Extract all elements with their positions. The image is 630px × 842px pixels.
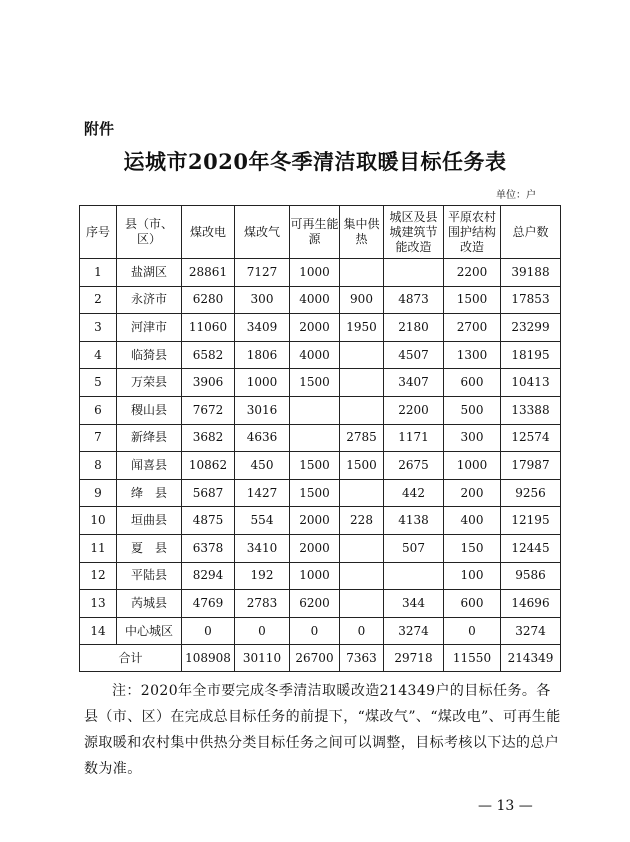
table-cell: 1500 (290, 369, 340, 397)
table-cell: 9256 (501, 479, 561, 507)
table-cell: 7 (80, 424, 117, 452)
table-row (80, 286, 561, 314)
table-cell (340, 562, 384, 590)
table-cell: 1000 (290, 562, 340, 590)
table-header-row (80, 206, 561, 259)
table-cell: 150 (444, 534, 501, 562)
total-cell: 29718 (384, 645, 444, 672)
table-cell: 1171 (384, 424, 444, 452)
table-cell: 900 (340, 286, 384, 314)
table-cell: 4507 (384, 341, 444, 369)
table-cell: 10413 (501, 369, 561, 397)
table-row (80, 562, 561, 590)
table-cell: 0 (340, 617, 384, 645)
table-cell: 临猗县 (117, 341, 182, 369)
table-cell: 300 (235, 286, 290, 314)
table-cell: 23299 (501, 314, 561, 342)
table-cell: 10862 (182, 452, 235, 480)
table-cell: 芮城县 (117, 590, 182, 618)
unit-label: 单位：户 (496, 190, 536, 201)
table-cell: 1000 (290, 259, 340, 287)
table-cell: 400 (444, 507, 501, 535)
table-cell: 2200 (444, 259, 501, 287)
table-cell: 3274 (501, 617, 561, 645)
table-cell: 17853 (501, 286, 561, 314)
table-cell (290, 396, 340, 424)
table-cell: 600 (444, 590, 501, 618)
table-cell: 1950 (340, 314, 384, 342)
table-cell: 192 (235, 562, 290, 590)
table-cell: 6 (80, 396, 117, 424)
total-cell: 108908 (182, 645, 235, 672)
table-cell: 1500 (444, 286, 501, 314)
table-cell: 3682 (182, 424, 235, 452)
table-cell: 永济市 (117, 286, 182, 314)
table-row (80, 479, 561, 507)
table-cell: 2783 (235, 590, 290, 618)
page-number: — 13 — (478, 798, 533, 814)
table-cell: 新绛县 (117, 424, 182, 452)
table-cell: 1 (80, 259, 117, 287)
table-cell: 1500 (290, 452, 340, 480)
table-cell: 14696 (501, 590, 561, 618)
table-cell (340, 341, 384, 369)
header-renewable: 可再生能源 (290, 206, 340, 259)
table-cell: 3906 (182, 369, 235, 397)
table-cell: 7672 (182, 396, 235, 424)
table-cell: 12574 (501, 424, 561, 452)
table-cell: 1000 (235, 369, 290, 397)
table-cell: 夏 县 (117, 534, 182, 562)
header-index: 序号 (80, 206, 117, 259)
table-cell: 3274 (384, 617, 444, 645)
table-cell (290, 424, 340, 452)
table-row (80, 341, 561, 369)
page-title: 运城市2020年冬季清洁取暖目标任务表 (123, 149, 507, 174)
total-cell: 214349 (501, 645, 561, 672)
table-row (80, 617, 561, 645)
table-cell: 2 (80, 286, 117, 314)
table-cell (340, 396, 384, 424)
header-total-households: 总户数 (501, 206, 561, 259)
table-cell: 6582 (182, 341, 235, 369)
table-cell: 1500 (290, 479, 340, 507)
table-cell: 3016 (235, 396, 290, 424)
table-cell: 0 (235, 617, 290, 645)
table-cell: 13 (80, 590, 117, 618)
table-cell: 4875 (182, 507, 235, 535)
header-rural-envelope: 平原农村围护结构改造 (444, 206, 501, 259)
table-row (80, 590, 561, 618)
table-cell: 1806 (235, 341, 290, 369)
table-cell: 4000 (290, 341, 340, 369)
total-cell: 7363 (340, 645, 384, 672)
table-cell: 100 (444, 562, 501, 590)
table-cell: 12195 (501, 507, 561, 535)
table-cell (384, 562, 444, 590)
table-cell: 3409 (235, 314, 290, 342)
table-cell: 450 (235, 452, 290, 480)
table-cell: 闻喜县 (117, 452, 182, 480)
header-building-energy: 城区及县城建筑节能改造 (384, 206, 444, 259)
header-coal-to-gas: 煤改气 (235, 206, 290, 259)
table-cell: 12 (80, 562, 117, 590)
table-body (80, 259, 561, 645)
table-row (80, 396, 561, 424)
table-cell: 8294 (182, 562, 235, 590)
total-row (80, 645, 561, 672)
table-cell (340, 369, 384, 397)
table-cell: 28861 (182, 259, 235, 287)
table-row (80, 314, 561, 342)
table-cell: 1427 (235, 479, 290, 507)
footnote: 注：2020年全市要完成冬季清洁取暖改造214349户的目标任务。各县（市、区）在完成总目标任务的前提下，“煤改气”、“煤改电”、可再生能源取暖和农村集中供热分类目标任务之间可以调整，目标考核以下达的总户数为准。 (84, 683, 561, 777)
table-cell: 1500 (340, 452, 384, 480)
table-cell: 6200 (290, 590, 340, 618)
table-cell: 300 (444, 424, 501, 452)
total-cell: 26700 (290, 645, 340, 672)
attachment-label: 附件 (84, 120, 115, 138)
table-cell: 1000 (444, 452, 501, 480)
table-cell: 盐湖区 (117, 259, 182, 287)
table-row (80, 369, 561, 397)
table-cell: 200 (444, 479, 501, 507)
table-cell: 3410 (235, 534, 290, 562)
table-cell: 442 (384, 479, 444, 507)
table-cell: 3407 (384, 369, 444, 397)
table-cell: 600 (444, 369, 501, 397)
table-cell: 7127 (235, 259, 290, 287)
table-cell: 500 (444, 396, 501, 424)
table-cell: 2675 (384, 452, 444, 480)
table-cell: 4769 (182, 590, 235, 618)
table-cell: 13388 (501, 396, 561, 424)
header-central-heating: 集中供热 (340, 206, 384, 259)
table-cell: 9586 (501, 562, 561, 590)
table-cell: 6378 (182, 534, 235, 562)
table-cell: 河津市 (117, 314, 182, 342)
table-cell: 8 (80, 452, 117, 480)
table-cell: 1300 (444, 341, 501, 369)
table-cell: 5687 (182, 479, 235, 507)
table-cell: 2000 (290, 314, 340, 342)
header-coal-to-electric: 煤改电 (182, 206, 235, 259)
table-cell: 12445 (501, 534, 561, 562)
table-cell: 2180 (384, 314, 444, 342)
table-row (80, 534, 561, 562)
table-cell: 2785 (340, 424, 384, 452)
table-cell: 0 (182, 617, 235, 645)
table-cell: 3 (80, 314, 117, 342)
table-cell: 2000 (290, 507, 340, 535)
target-task-table (79, 205, 561, 672)
table-cell (384, 259, 444, 287)
table-cell (340, 590, 384, 618)
table-cell (340, 534, 384, 562)
table-cell: 2200 (384, 396, 444, 424)
table-cell: 绛 县 (117, 479, 182, 507)
table-cell: 9 (80, 479, 117, 507)
table-cell: 554 (235, 507, 290, 535)
table-cell: 6280 (182, 286, 235, 314)
table-cell: 稷山县 (117, 396, 182, 424)
table-cell: 4000 (290, 286, 340, 314)
total-cell: 30110 (235, 645, 290, 672)
table-cell: 10 (80, 507, 117, 535)
table-cell: 平陆县 (117, 562, 182, 590)
table-cell: 垣曲县 (117, 507, 182, 535)
table-cell: 4636 (235, 424, 290, 452)
table-row (80, 424, 561, 452)
table-cell: 万荣县 (117, 369, 182, 397)
table-cell: 14 (80, 617, 117, 645)
table-cell: 39188 (501, 259, 561, 287)
table-cell: 4138 (384, 507, 444, 535)
table-cell: 17987 (501, 452, 561, 480)
table-cell: 2000 (290, 534, 340, 562)
table-cell: 18195 (501, 341, 561, 369)
table-cell (340, 259, 384, 287)
table-cell: 0 (290, 617, 340, 645)
table-cell: 2700 (444, 314, 501, 342)
table-cell (340, 479, 384, 507)
table-cell: 507 (384, 534, 444, 562)
table-row (80, 452, 561, 480)
table-cell: 11060 (182, 314, 235, 342)
table-cell: 中心城区 (117, 617, 182, 645)
table-cell: 0 (444, 617, 501, 645)
table-cell: 4 (80, 341, 117, 369)
header-county: 县（市、区） (117, 206, 182, 259)
total-label: 合计 (80, 645, 182, 672)
table-cell: 5 (80, 369, 117, 397)
table-cell: 11 (80, 534, 117, 562)
table-cell: 228 (340, 507, 384, 535)
table-cell: 4873 (384, 286, 444, 314)
table-row (80, 259, 561, 287)
total-cell: 11550 (444, 645, 501, 672)
table-row (80, 507, 561, 535)
table-cell: 344 (384, 590, 444, 618)
